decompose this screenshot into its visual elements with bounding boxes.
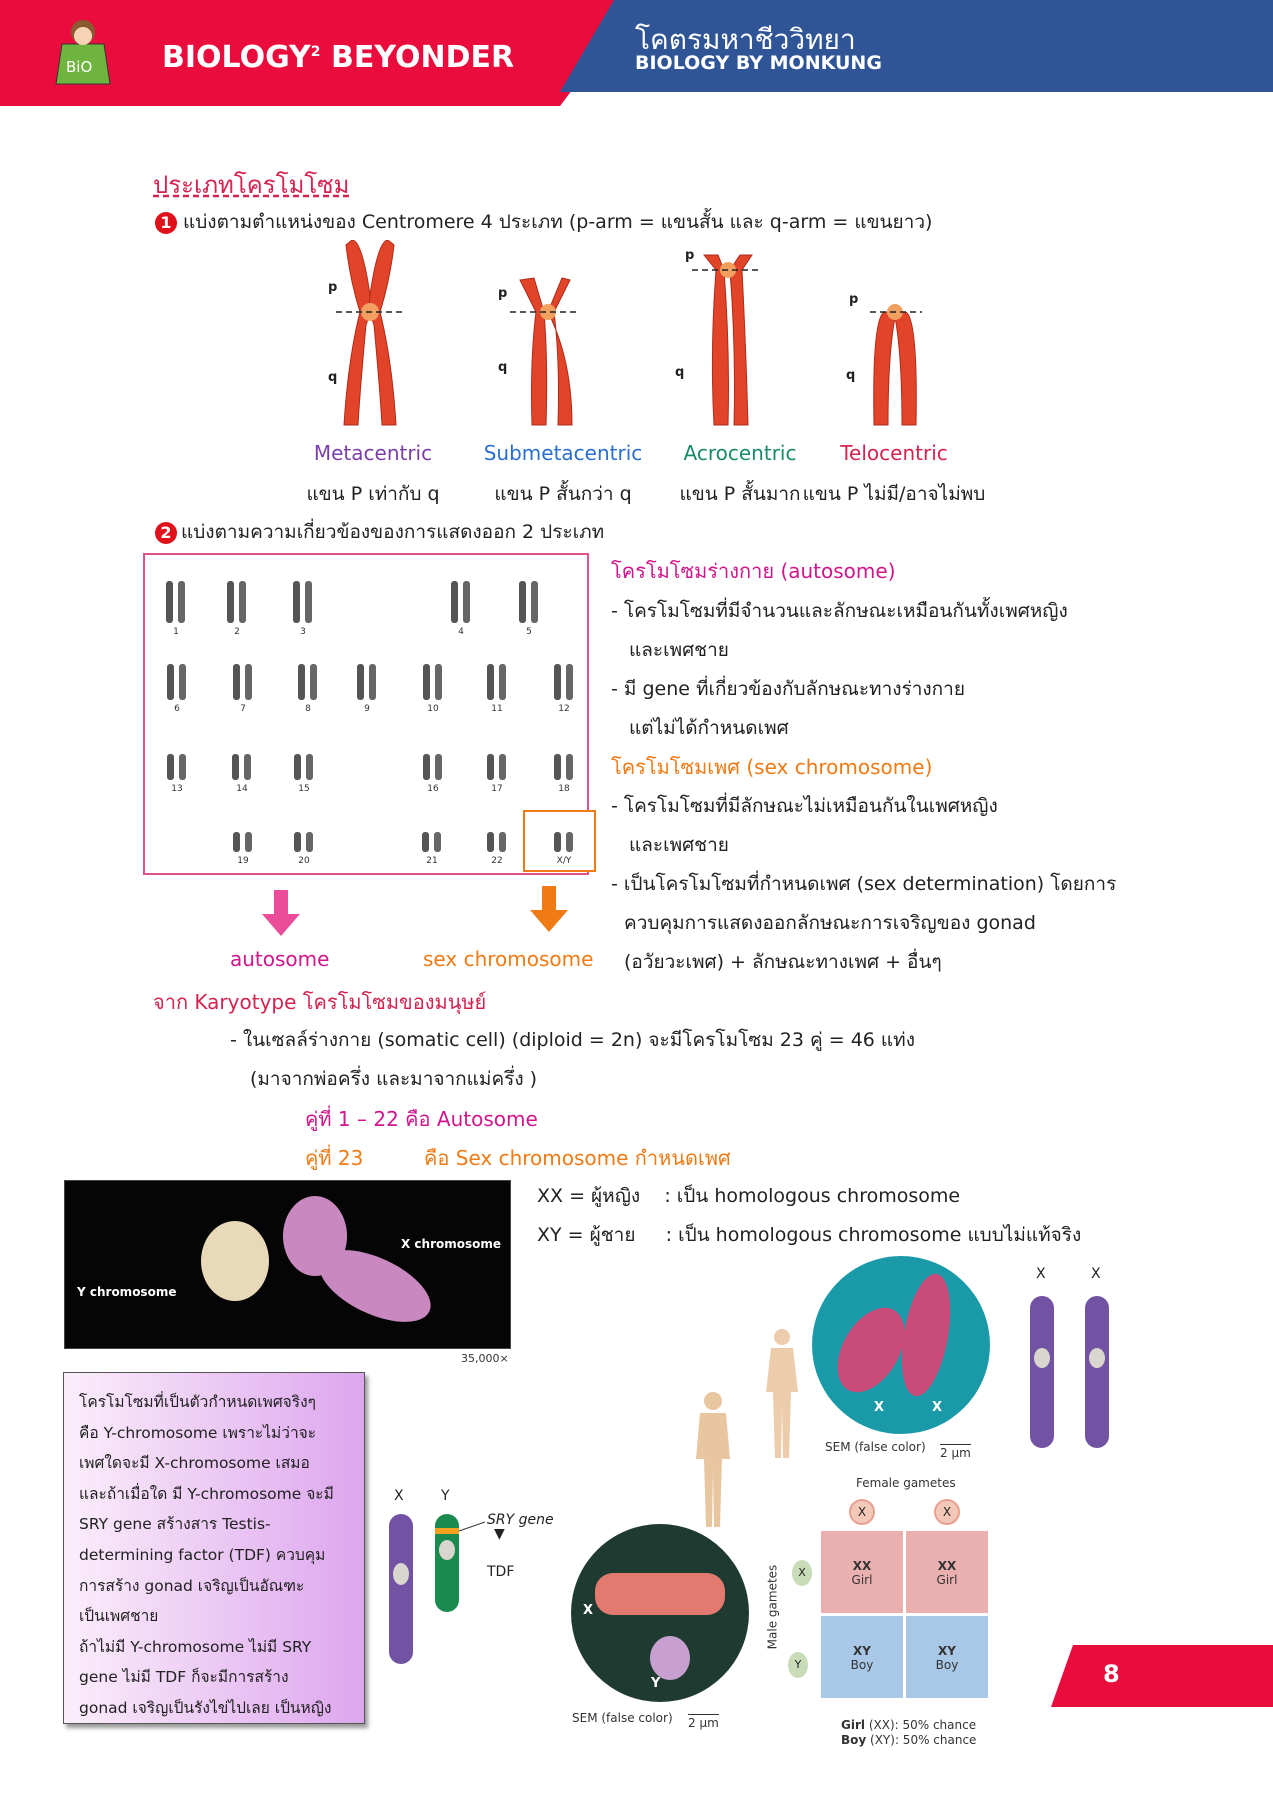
sry-gene-label: SRY gene: [487, 1512, 554, 1528]
karyotype-number: 13: [171, 784, 183, 794]
x-y-chromosome-diagram: [385, 1514, 485, 1669]
down-arrow-icon: ▼: [494, 1526, 505, 1542]
note-line: และถ้าเมื่อใด มี Y-chromosome จะมี: [79, 1484, 334, 1503]
egg-x: X: [849, 1499, 875, 1525]
point1-line: 1 แบ่งตามตำแหน่งของ Centromere 4 ประเภท (p-arm = แขนสั้น และ q-arm = แขนยาว): [155, 207, 932, 237]
karyotype-number: 18: [558, 784, 570, 794]
type-metacentric: Metacentric แขน P เท่ากับ q: [306, 441, 440, 505]
xy-chromosome-image: [65, 1181, 512, 1350]
karyotype-chromosome-pair: [225, 664, 261, 700]
male-gametes-label: Male gametes: [765, 1564, 780, 1650]
header-subtitle: BIOLOGY BY MONKUNG: [635, 52, 882, 74]
karyotype-chromosome-pair: [225, 832, 261, 852]
xy-sem-photo: Y chromosome X chromosome: [64, 1180, 511, 1349]
xy-line: XY = ผู้ชาย : เป็น homologous chromosome แบบไม่แท้จริง: [537, 1224, 1082, 1246]
karyotype-chromosome-pair: [479, 664, 515, 700]
karyotype-chromosome-pair: [219, 581, 255, 623]
karyotype-number: 1: [173, 627, 179, 637]
karyotype-chromosome-pair: [479, 754, 515, 780]
karyotype-number: 20: [298, 856, 310, 866]
karyotype-chromosome-pair: [479, 832, 515, 852]
note-line: determining factor (TDF) ควบคุม: [79, 1545, 326, 1564]
note-line: คือ Y-chromosome เพราะไม่ว่าจะ: [79, 1423, 317, 1442]
type-acrocentric: Acrocentric แขน P สั้นมาก: [679, 441, 801, 505]
section-title: ประเภทโครโมโซม: [153, 171, 350, 199]
thai-title: โคตรมหาชีววิทยา: [635, 23, 856, 56]
karyotype-chromosome-pair: [286, 832, 322, 852]
karyotype-chromosome-pair: [158, 581, 194, 623]
karyotype-chromosome-pair: [159, 754, 195, 780]
type-submetacentric: Submetacentric แขน P สั้นกว่า q: [483, 441, 643, 505]
arrow-down-pink-icon: [262, 890, 300, 936]
note-line: โครโมโซมที่เป็นตัวกำหนดเพศจริงๆ: [79, 1393, 316, 1411]
girl-chance: Girl (XX): 50% chance: [841, 1718, 977, 1732]
karyotype-number: 7: [240, 704, 246, 714]
karyotype-number: 12: [558, 704, 570, 714]
karyotype-number: 17: [491, 784, 503, 794]
karyotype-number: 14: [236, 784, 248, 794]
karyotype-number: 15: [298, 784, 310, 794]
karyotype-number: 5: [526, 627, 532, 637]
punnett-cell: XY Boy: [906, 1616, 988, 1698]
acrocentric-chromosome: [704, 255, 752, 425]
egg-x: X: [934, 1499, 960, 1525]
karyotype-heading: จาก Karyotype โครโมโซมของมนุษย์: [153, 990, 487, 1014]
note-line: เพศใดจะมี X-chromosome เสมอ: [79, 1454, 310, 1473]
number-badge: 2: [155, 522, 177, 544]
karyotype-chromosome-pair: [415, 664, 451, 700]
number-badge: 1: [155, 212, 177, 234]
karyotype-number: 6: [174, 704, 180, 714]
brand-title: BIOLOGY$^2$ BEYONDER: [162, 40, 515, 75]
karyotype-chromosome-pair: [285, 581, 321, 623]
arrow-down-orange-icon: [530, 886, 568, 932]
xx-sem-circle: [811, 1255, 991, 1435]
karyotype-chromosome-pair: [546, 832, 582, 852]
autosome-label: autosome: [230, 947, 330, 971]
chromosome-types-diagram: [300, 240, 980, 440]
karyotype-number: 8: [305, 704, 311, 714]
punnett-cell: XY Boy: [821, 1616, 903, 1698]
sex-chromosome-title: โครโมโซมเพศ (sex chromosome): [611, 755, 933, 779]
karyotype-number: 9: [364, 704, 370, 714]
submetacentric-chromosome: [520, 278, 572, 425]
karyotype-number: 11: [491, 704, 503, 714]
autosome-title: โครโมโซมร่างกาย (autosome): [611, 559, 896, 583]
telocentric-chromosome: [874, 312, 917, 425]
karyotype-chromosome-pair: [511, 581, 547, 623]
karyotype-number: 19: [237, 856, 249, 866]
karyotype-chromosome-pair: [349, 664, 385, 700]
xx-chromosome-diagram: [1028, 1296, 1112, 1450]
note-line: เป็นเพศชาย: [79, 1607, 159, 1626]
karyotype-number: X/Y: [556, 856, 572, 866]
sperm-x: X: [792, 1560, 812, 1586]
logo: BiO: [48, 14, 118, 90]
page-number-tab: [1051, 1645, 1273, 1707]
sex-chromosome-label: sex chromosome: [423, 947, 594, 971]
page-number: 8: [1103, 1660, 1120, 1688]
karyotype-chromosome-pair: [414, 832, 450, 852]
point2-line: 2 แบ่งตามความเกี่ยวข้องของการแสดงออก 2 ประเภท: [155, 517, 604, 547]
karyotype-number: 21: [426, 856, 438, 866]
karyotype-chromosome-pair: [546, 754, 582, 780]
female-gametes-label: Female gametes: [856, 1476, 956, 1490]
note-line: ถ้าไม่มี Y-chromosome ไม่มี SRY: [79, 1637, 312, 1656]
karyotype-number: 22: [491, 856, 503, 866]
karyotype-number: 16: [427, 784, 439, 794]
karyotype-chromosome-pair: [546, 664, 582, 700]
karyotype-chromosome-pair: [415, 754, 451, 780]
karyotype-chromosome-pair: [159, 664, 195, 700]
karyotype-number: 2: [234, 627, 240, 637]
karyotype-chromosome-pair: [443, 581, 479, 623]
sperm-y: Y: [788, 1652, 808, 1678]
karyotype-number: 4: [458, 627, 464, 637]
tdf-label: TDF: [487, 1564, 515, 1580]
female-figure: [762, 1326, 802, 1460]
karyotype-chromosome-pair: [290, 664, 326, 700]
note-line: gene ไม่มี TDF ก็จะมีการสร้าง: [79, 1668, 289, 1687]
type-telocentric: Telocentric แขน P ไม่มี/อาจไม่พบ: [802, 441, 986, 505]
metacentric-chromosome: [344, 240, 396, 425]
sry-note-box: [63, 1372, 365, 1724]
punnett-cell: XX Girl: [821, 1531, 903, 1613]
note-line: gonad เจริญเป็นรังไข่ไปเลย เป็นหญิง: [79, 1698, 332, 1717]
male-figure: [692, 1389, 734, 1529]
punnett-cell: XX Girl: [906, 1531, 988, 1613]
karyotype-number: 3: [300, 627, 306, 637]
xx-line: XX = ผู้หญิง : เป็น homologous chromosome: [537, 1185, 961, 1207]
note-line: การสร้าง gonad เจริญเป็นอัณฑะ: [79, 1576, 305, 1595]
karyotype-chromosome-pair: [286, 754, 322, 780]
note-line: SRY gene สร้างสาร Testis-: [79, 1515, 271, 1534]
karyotype-chromosome-pair: [224, 754, 260, 780]
karyotype-number: 10: [427, 704, 439, 714]
boy-chance: Boy (XY): 50% chance: [841, 1733, 977, 1747]
